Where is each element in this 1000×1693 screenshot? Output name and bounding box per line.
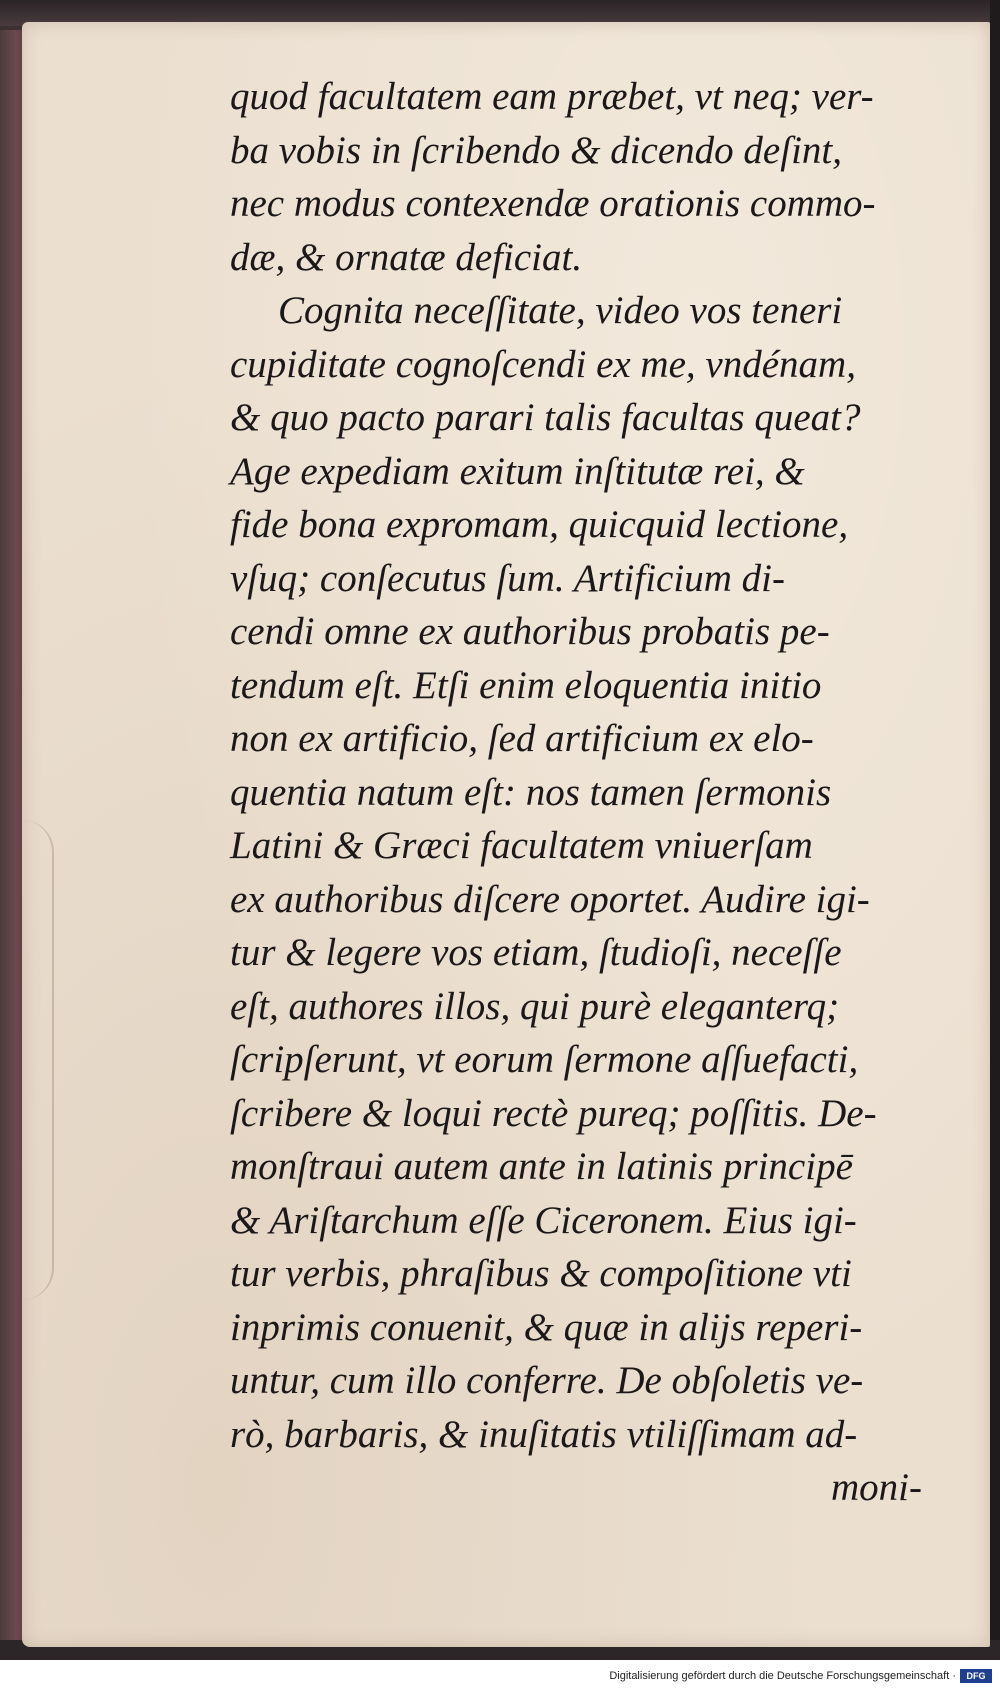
catchword: moni- [831,1466,922,1509]
text-line: tur verbis, phraſibus & compoſitione vti [230,1252,852,1295]
text-line: quentia natum eſt: nos tamen ſermonis [230,770,832,814]
text-line: cendi omne ex authoribus probatis pe- [230,610,830,653]
text-line: untur, cum illo conferre. De obſoletis ve- [230,1359,864,1402]
text-line: fide bona expromam, quicquid lectione, [230,503,849,546]
text-line: non ex artificio, ſed artificium ex elo- [230,717,814,760]
text-line: eſt, authores illos, qui purè eleganterq; [230,984,840,1028]
text-line: & Ariſtarchum eſſe Ciceronem. Eius igi- [230,1198,857,1242]
text-line: rò, barbaris, & inuſitatis vtiliſſimam ad- [230,1412,858,1456]
book-right-edge [990,0,1000,1660]
text-line: Cognita neceſſitate, video vos teneri [278,289,843,332]
digitization-footer [0,1664,1000,1693]
text-line: monſtraui autem ante in latinis principē [230,1145,853,1188]
text-line: Latini & Græci facultatem vniuerſam [230,824,813,867]
page-fold [22,820,54,1300]
text-line: & quo pacto parari talis facultas queat? [230,396,861,439]
text-line: ba vobis in ſcribendo & dicendo deſint, [230,128,842,172]
text-line: tendum eſt. Etſi enim eloquentia initio [230,663,822,707]
text-line: Age expediam exitum inſtitutæ rei, & [230,449,805,493]
text-line: ſcribere & loqui rectè pureq; poſſitis. De- [230,1091,877,1135]
text-line: vſuq; conſecutus ſum. Artificium di- [230,556,785,600]
text-line: ſcripſerunt, vt eorum ſermone aſſuefacti, [230,1038,859,1081]
text-line: tur & legere vos etiam, ſtudioſi, neceſſe [230,931,842,974]
funding-credit: Digitalisierung gefördert durch die Deutsche Forschungsgemeinschaft · [609,1670,956,1682]
text-line: cupiditate cognoſcendi ex me, vndénam, [230,342,856,386]
text-line: ex authoribus diſcere oportet. Audire igi- [230,877,870,921]
text-line: nec modus contexendæ orationis commo- [230,182,876,225]
page-text [230,70,930,1515]
text-line: dæ, & ornatæ deficiat. [230,235,583,279]
text-line: quod facultatem eam præbet, vt neq; ver- [230,75,874,118]
dfg-logo: DFG [960,1669,992,1683]
text-line: inprimis conuenit, & quæ in alijs reperi- [230,1305,863,1349]
